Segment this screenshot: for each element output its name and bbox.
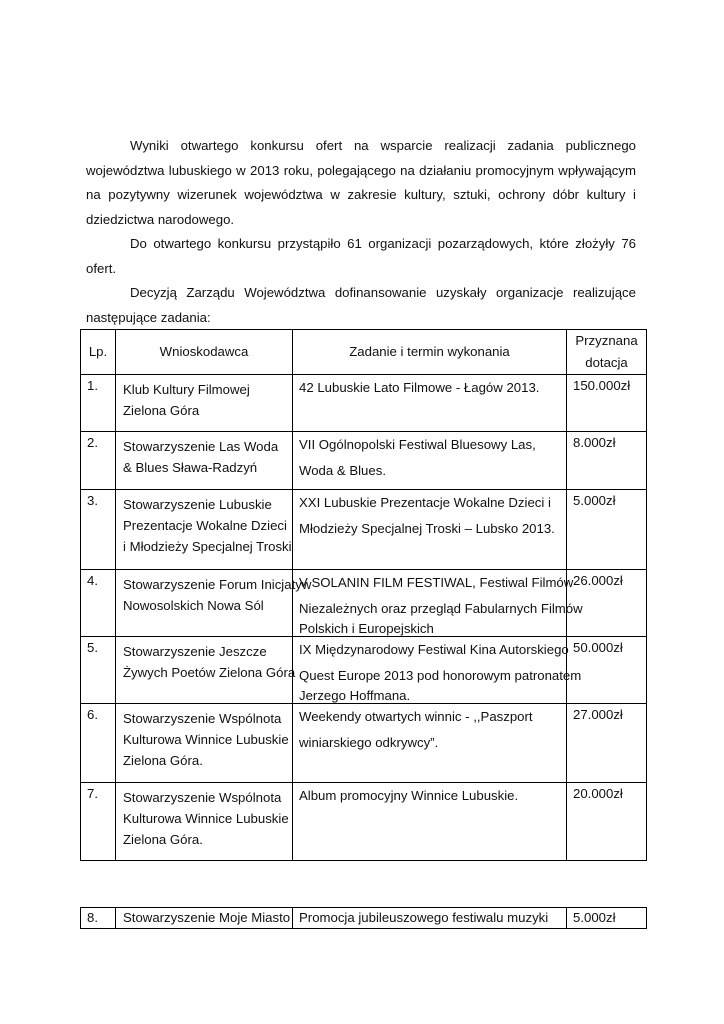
row-amount: 150.000zł (567, 375, 647, 432)
table-row (81, 637, 647, 704)
header-amount (567, 330, 647, 375)
applicant-line: Stowarzyszenie Las Woda (123, 439, 279, 454)
row-applicant (116, 375, 293, 432)
row-lp: 7. (81, 783, 116, 861)
header-amount-line2: dotacja (585, 355, 628, 370)
row-amount: 26.000zł (567, 570, 647, 637)
row-applicant (116, 432, 293, 490)
task-line: Weekendy otwartych winnic - ,,Paszport (299, 709, 533, 724)
applicant-line: & Blues Sława-Radzyń (123, 460, 258, 475)
applicant-line: Zielona Góra. (123, 753, 203, 768)
table-row (81, 570, 647, 637)
task-line: Album promocyjny Winnice Lubuskie. (299, 788, 519, 803)
table-row (81, 704, 647, 783)
row-applicant (116, 637, 296, 704)
applicant-line: Zielona Góra (123, 403, 200, 418)
row-task (293, 432, 567, 490)
applicant-line: Stowarzyszenie Forum Inicjatyw (123, 577, 312, 592)
row-task (293, 908, 567, 929)
row-applicant (116, 490, 293, 570)
applicant-line: Stowarzyszenie Wspólnota (123, 711, 282, 726)
task-line: Promocja jubileuszowego festiwalu muzyki (299, 910, 549, 925)
task-line: V SOLANIN FILM FESTIWAL, Festiwal Filmów (299, 575, 574, 590)
task-line: winiarskiego odkrywcy”. (299, 735, 439, 750)
table-row (81, 490, 647, 570)
applicant-line: Nowosolskich Nowa Sól (123, 598, 264, 613)
row-lp: 8. (81, 908, 116, 929)
applicant-line: Klub Kultury Filmowej (123, 382, 250, 397)
row-amount: 5.000zł (567, 908, 647, 929)
intro-paragraph-1: Wyniki otwartego konkursu ofert na wsparcie realizacji zadania publicznego województwa lubuskiego w 2013 roku, polegającego na działaniu promocyjnym wpływającym na pozytywny wizerunek województwa w zakresie kultury, sztuki, ochrony dóbr kultury i dziedzictwa narodowego. (86, 138, 636, 227)
table-header-row (81, 330, 647, 375)
row-lp: 5. (81, 637, 116, 704)
intro-paragraph-3: Decyzją Zarządu Województwa dofinansowanie uzyskały organizacje realizujące następujące zadania: (86, 285, 636, 325)
applicant-line: i Młodzieży Specjalnej Troski (123, 539, 292, 554)
grants-table-continued (80, 907, 647, 929)
table-row (81, 783, 647, 861)
table-row (81, 432, 647, 490)
applicant-line: Zielona Góra. (123, 832, 203, 847)
applicant-line: Kulturowa Winnice Lubuskie (123, 732, 289, 747)
row-amount: 20.000zł (567, 783, 647, 861)
header-amount-line1: Przyznana (575, 333, 638, 348)
row-lp: 4. (81, 570, 116, 637)
applicant-line: Prezentacje Wokalne Dzieci (123, 518, 287, 533)
applicant-line: Stowarzyszenie Wspólnota (123, 790, 282, 805)
header-lp: Lp. (81, 330, 116, 375)
intro-text (86, 134, 636, 330)
intro-paragraph-2: Do otwartego konkursu przystąpiło 61 organizacji pozarządowych, które złożyły 76 ofert. (86, 236, 636, 276)
row-amount: 27.000zł (567, 704, 647, 783)
row-applicant (116, 704, 293, 783)
task-line: Młodzieży Specjalnej Troski – Lubsko 2013. (299, 521, 555, 536)
task-line: Jerzego Hoffmana. (299, 688, 411, 703)
row-applicant (116, 908, 293, 929)
task-line: Quest Europe 2013 pod honorowym patronatem (299, 668, 582, 683)
applicant-line: Stowarzyszenie Jeszcze (123, 644, 267, 659)
row-task (293, 375, 567, 432)
row-task (293, 490, 567, 570)
row-lp: 6. (81, 704, 116, 783)
row-task (293, 783, 567, 861)
row-applicant (116, 783, 293, 861)
row-lp: 3. (81, 490, 116, 570)
task-line: Polskich i Europejskich (299, 621, 434, 636)
row-task (293, 637, 582, 704)
applicant-line: Kulturowa Winnice Lubuskie (123, 811, 289, 826)
applicant-line: Stowarzyszenie Moje Miasto (123, 910, 291, 925)
grants-table (80, 329, 647, 861)
row-amount: 50.000zł (567, 637, 647, 704)
header-task: Zadanie i termin wykonania (293, 330, 567, 375)
row-task (293, 704, 567, 783)
row-amount: 5.000zł (567, 490, 647, 570)
task-line: Niezależnych oraz przegląd Fabularnych Filmów (299, 601, 583, 616)
applicant-line: Stowarzyszenie Lubuskie (123, 497, 272, 512)
task-line: 42 Lubuskie Lato Filmowe - Łagów 2013. (299, 380, 540, 395)
row-amount: 8.000zł (567, 432, 647, 490)
row-applicant (116, 570, 312, 637)
applicant-line: Żywych Poetów Zielona Góra (123, 665, 296, 680)
table-row (81, 908, 647, 929)
task-line: XXI Lubuskie Prezentacje Wokalne Dzieci i (299, 495, 551, 510)
row-lp: 1. (81, 375, 116, 432)
task-line: Woda & Blues. (299, 463, 386, 478)
table-row (81, 375, 647, 432)
task-line: VII Ogólnopolski Festiwal Bluesowy Las, (299, 437, 536, 452)
row-lp: 2. (81, 432, 116, 490)
header-applicant: Wnioskodawca (116, 330, 293, 375)
task-line: IX Międzynarodowy Festiwal Kina Autorskiego (299, 642, 569, 657)
row-task (293, 570, 583, 637)
